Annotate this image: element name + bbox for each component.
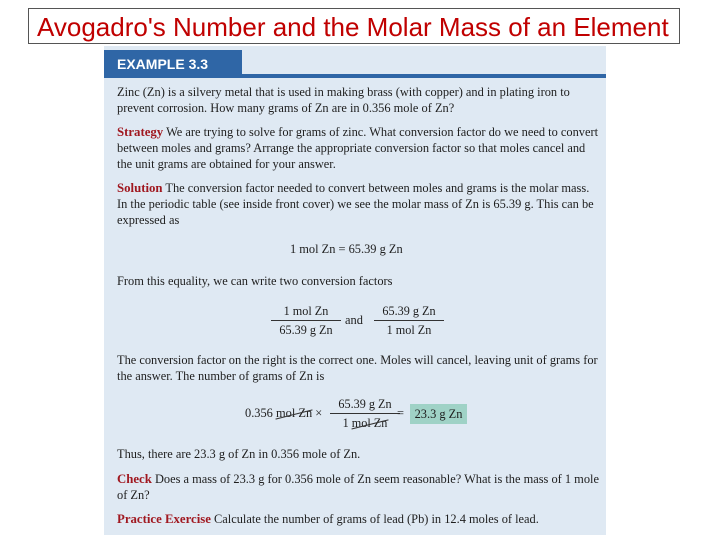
slide-title: Avogadro's Number and the Molar Mass of an Element — [37, 12, 669, 42]
factor2-numerator: 65.39 g Zn — [374, 304, 444, 321]
factor1-denominator: 65.39 g Zn — [279, 323, 333, 337]
check-text: Does a mass of 23.3 g for 0.356 mole of Zn seem reasonable? What is the mass of 1 mole of Zn? — [117, 472, 599, 502]
strategy-text: We are trying to solve for grams of zinc. What conversion factor do we need to convert between moles and grams? Arrange the appropriate conversion factor so that moles cancel and the unit grams are obtained for your answer. — [117, 125, 599, 171]
practice-heading: Practice Exercise — [117, 512, 211, 526]
answer-highlight: 23.3 g Zn — [410, 404, 467, 424]
calc-cancelled-mol: mol Zn — [276, 406, 313, 420]
calc-start-value: 0.356 — [245, 406, 273, 420]
slide-title-box — [28, 8, 680, 44]
calc-start — [245, 406, 322, 421]
calc-denominator — [330, 414, 400, 431]
and-word: and — [345, 313, 363, 327]
problem-text: Zinc (Zn) is a silvery metal that is used in making brass (with copper) and in plating iron to prevent corrosion. How many grams of Zn are in 0.356 mole of Zn? — [117, 85, 570, 115]
example-rule — [104, 74, 606, 78]
factor2-denominator: 1 mol Zn — [386, 323, 432, 337]
molar-mass-equality: 1 mol Zn = 65.39 g Zn — [290, 242, 403, 256]
solution-paragraph — [117, 180, 599, 228]
solution-text: The conversion factor needed to convert between moles and grams is the molar mass. In the periodic table (see inside front cover) we see the molar mass of Zn is 65.39 g. This can be expressed as — [117, 181, 594, 227]
practice-text: Calculate the number of grams of lead (Pb) in 12.4 moles of lead. — [214, 512, 539, 526]
example-label: EXAMPLE 3.3 — [104, 50, 242, 78]
practice-paragraph — [117, 511, 599, 527]
check-heading: Check — [117, 472, 152, 486]
check-paragraph — [117, 471, 599, 503]
calc-times: × — [315, 406, 323, 420]
strategy-paragraph — [117, 124, 599, 172]
conversion-factor-right — [374, 304, 444, 338]
solution-heading: Solution — [117, 181, 163, 195]
calc-equals: = — [397, 406, 404, 420]
calc-den-number: 1 — [342, 416, 349, 430]
calc-den-cancelled: mol Zn — [351, 416, 388, 430]
conversion-text: The conversion factor on the right is the correct one. Moles will cancel, leaving unit of grams for the answer. The number of grams of Zn is — [117, 353, 598, 383]
thus-text: Thus, there are 23.3 g of Zn in 0.356 mole of Zn. — [117, 447, 361, 461]
conversion-factor-left — [271, 304, 341, 338]
from-equality-text: From this equality, we can write two conversion factors — [117, 274, 393, 288]
strategy-heading: Strategy — [117, 125, 164, 139]
factor1-numerator: 1 mol Zn — [271, 304, 341, 321]
calc-numerator: 65.39 g Zn — [330, 397, 400, 414]
calc-fraction — [330, 397, 400, 431]
